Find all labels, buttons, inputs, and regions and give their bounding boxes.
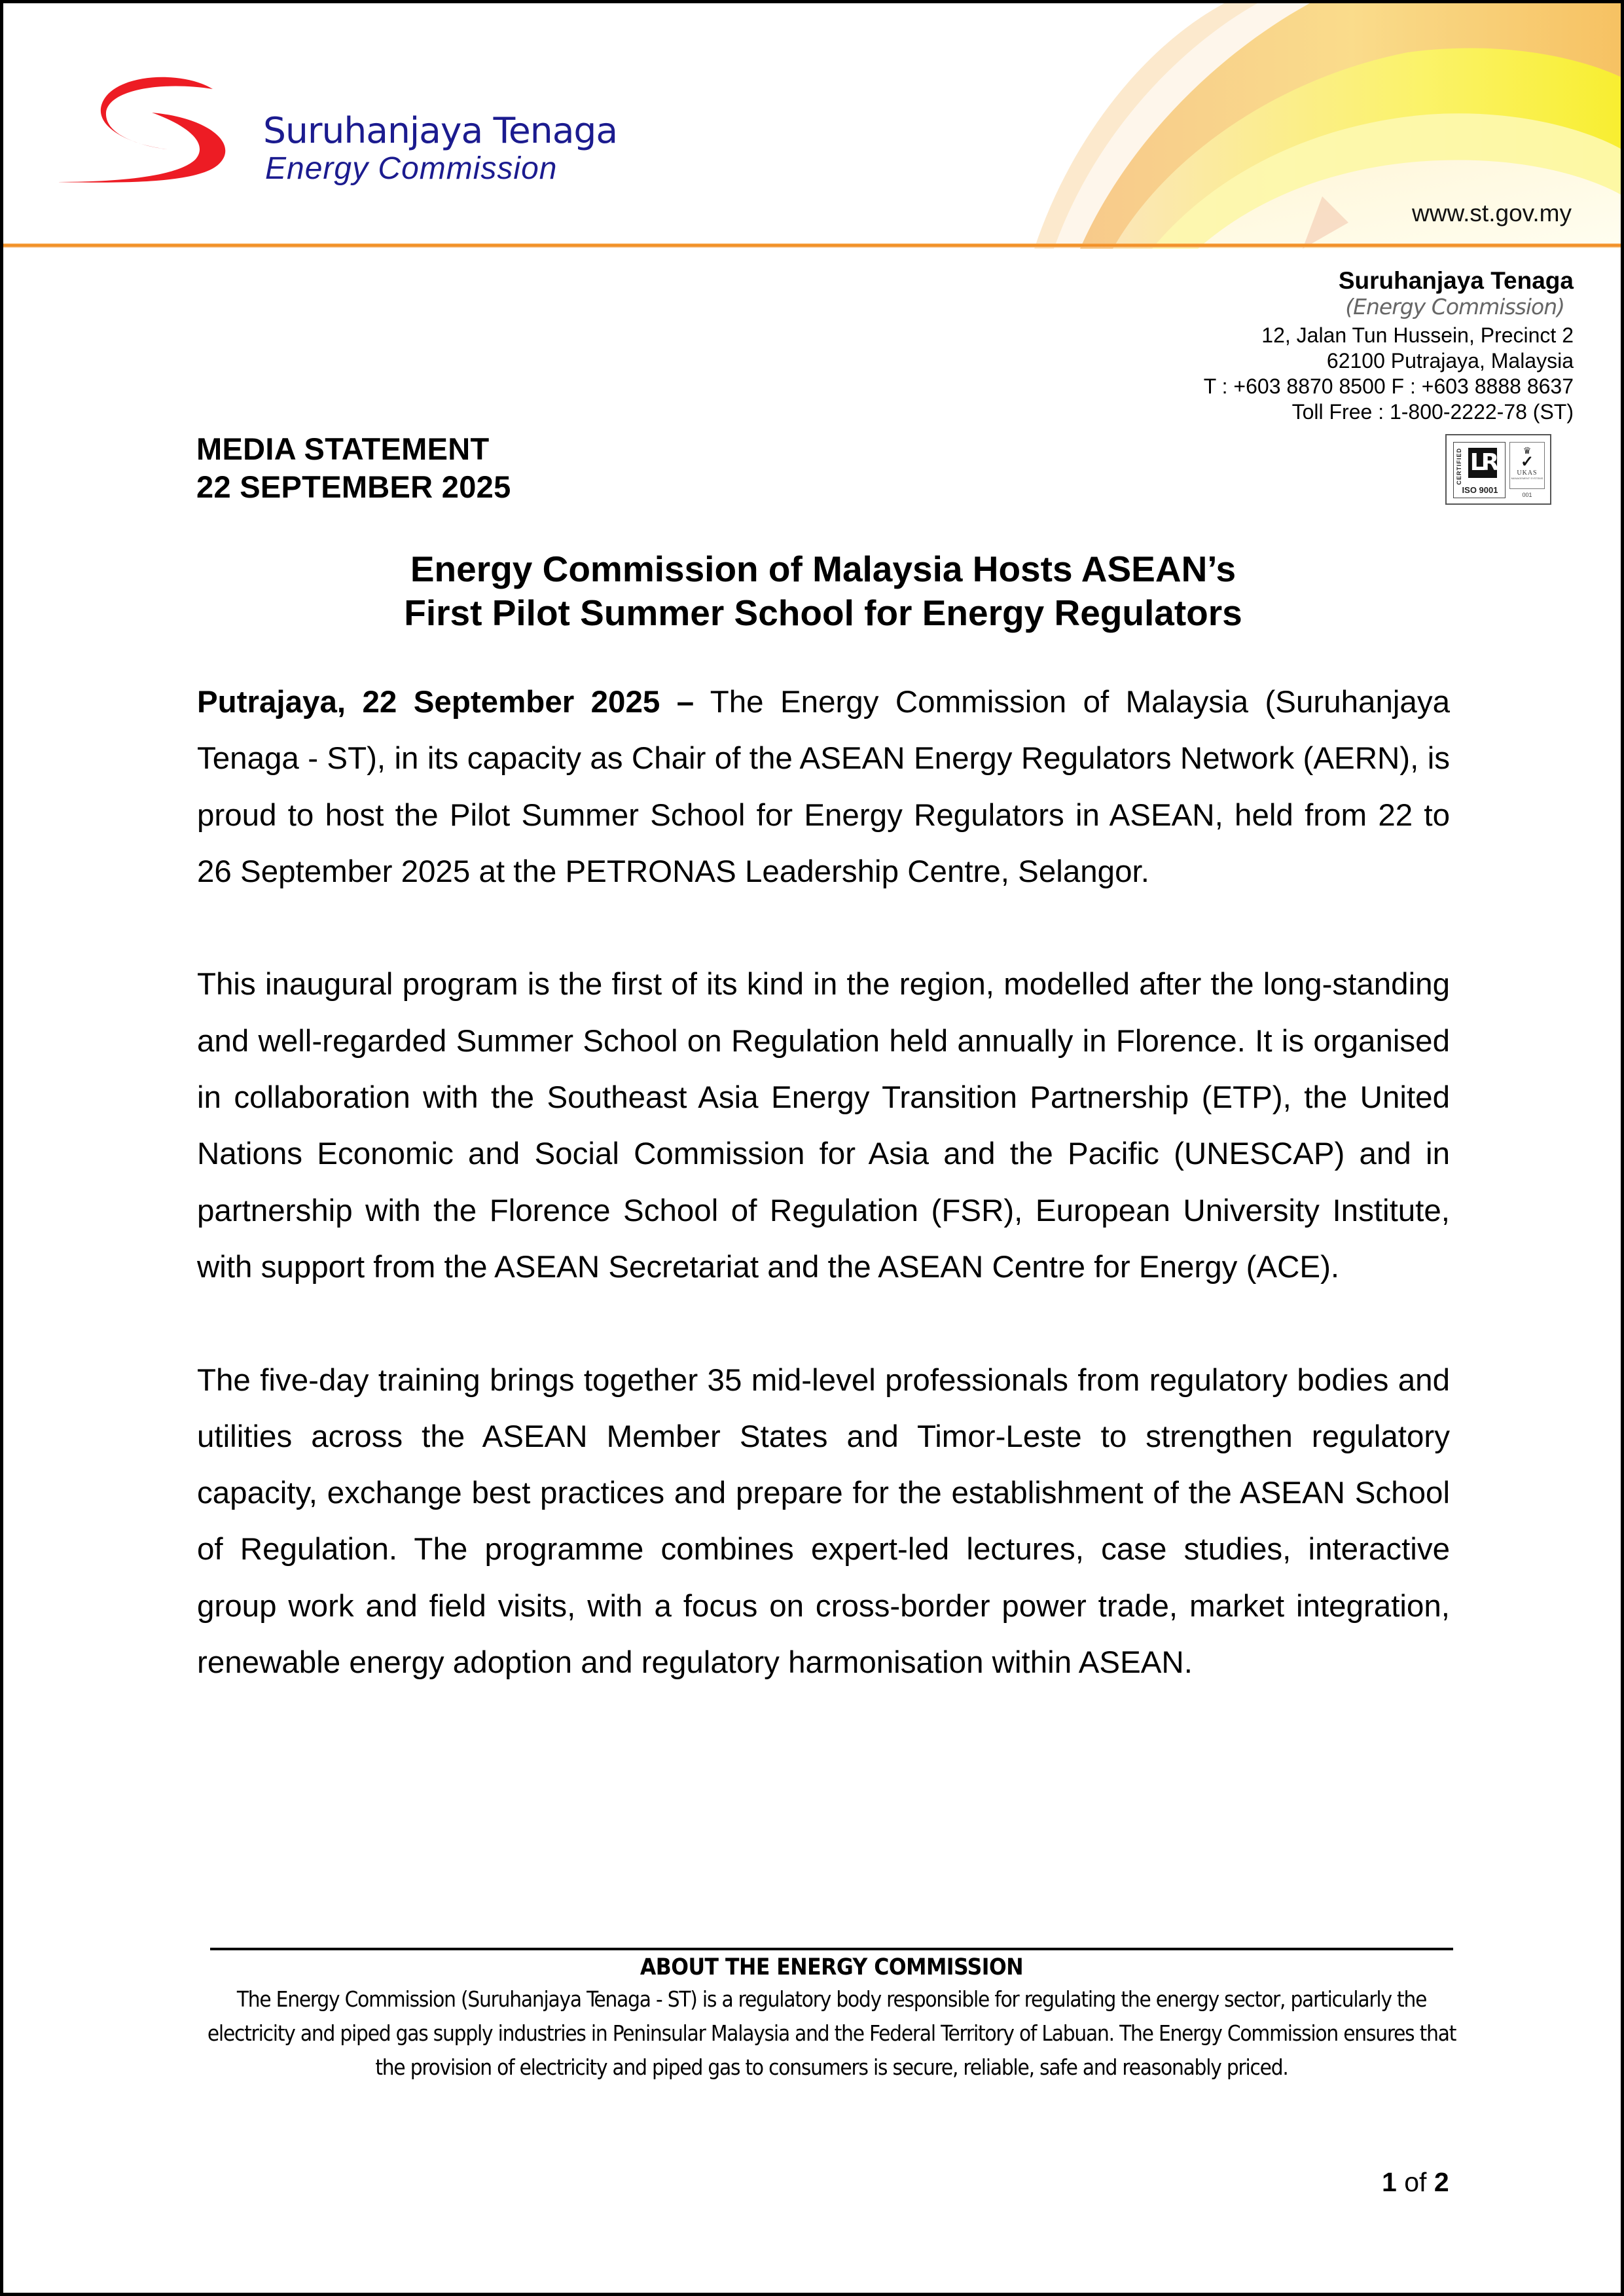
iso-standard-label: ISO 9001 xyxy=(1462,485,1498,495)
address-toll-free: Toll Free : 1-800-2222-78 (ST) xyxy=(1291,400,1574,424)
energy-commission-logo xyxy=(59,72,674,196)
address-organisation-en: (Energy Commission) xyxy=(1345,294,1564,319)
press-release-title xyxy=(196,547,1450,635)
ukas-mark xyxy=(1509,442,1545,489)
logo-swirl-icon xyxy=(59,72,295,190)
about-section xyxy=(196,1952,1467,2085)
dateline: Putrajaya, 22 September 2025 – xyxy=(197,685,695,720)
ukas-sub-label: MANAGEMENT SYSTEMS xyxy=(1511,477,1543,480)
address-phone-fax: T : +603 8870 8500 F : +603 8888 8637 xyxy=(1203,374,1574,398)
about-title: ABOUT THE ENERGY COMMISSION xyxy=(640,1954,1024,1980)
page-number xyxy=(1382,2167,1449,2198)
address-line: 62100 Putrajaya, Malaysia xyxy=(1326,349,1574,373)
ukas-number: 001 xyxy=(1522,492,1532,498)
media-statement-heading xyxy=(196,430,511,506)
lr-logo-icon: LR xyxy=(1468,448,1497,478)
iso-certification-badge xyxy=(1445,434,1551,505)
paragraph-text: The Energy Commission of Malaysia (Suruhanjaya Tenaga - ST), in its capacity as Chair of the ASEAN Energy Regulators Network (AERN), is proud to host the Pilot Summer School for Energy Regulators in ASEAN, held from 22 to 26 September 2025 at the PETRONAS Leadership Centre, Selangor. xyxy=(197,685,1450,889)
website-link[interactable]: www.st.gov.my xyxy=(1412,200,1572,227)
body-paragraph: The five-day training brings together 35 mid-level professionals from regulatory bodies and utilities across the ASEAN Member States and Timor-Leste to strengthen regulatory capacity, exchange best practices and prepare for the establishment of the ASEAN School of Regulation. The programme combines expert-led lectures, case studies, interactive group work and field visits, with a focus on cross-border power trade, market integration, renewable energy adoption and regulatory harmonisation within ASEAN. xyxy=(197,1362,1450,1681)
current-page: 1 xyxy=(1382,2167,1397,2197)
page-separator: of xyxy=(1404,2167,1427,2197)
body-paragraph: This inaugural program is the first of its kind in the region, modelled after the long-standing and well-regarded Summer School on Regulation held annually in Florence. It is organised in collaboration with the Southeast Asia Energy Transition Partnership (ETP), the United Nations Economic and Social Commission for Asia and the Pacific (UNESCAP) and in partnership with the Florence School of Regulation (FSR), European University Institute, with support from the ASEAN Secretariat and the ASEAN Centre for Energy (ACE). xyxy=(197,967,1450,1285)
title-line-2: First Pilot Summer School for Energy Regulators xyxy=(404,592,1242,633)
crown-icon: ♛ xyxy=(1523,445,1532,456)
address-line: 12, Jalan Tun Hussein, Precinct 2 xyxy=(1261,323,1574,347)
body-paragraph xyxy=(197,674,1450,900)
statement-date: 22 SEPTEMBER 2025 xyxy=(196,469,511,504)
letterhead-header xyxy=(0,0,1624,249)
checkmark-icon: ✓ xyxy=(1520,453,1534,471)
logo-subtitle: Energy Commission xyxy=(265,151,558,186)
certified-label: CERTIFIED xyxy=(1456,448,1462,485)
header-divider xyxy=(0,244,1624,247)
statement-type: MEDIA STATEMENT xyxy=(196,431,490,466)
title-line-1: Energy Commission of Malaysia Hosts ASEAN’s xyxy=(410,549,1236,589)
lr-iso-9001-mark xyxy=(1453,442,1506,498)
address-organisation: Suruhanjaya Tenaga xyxy=(1338,267,1574,294)
address-block xyxy=(1050,266,1574,425)
about-divider xyxy=(210,1948,1453,1950)
press-release-body xyxy=(197,674,1450,1748)
total-pages: 2 xyxy=(1434,2167,1449,2197)
ukas-label: UKAS xyxy=(1517,469,1538,477)
about-text: The Energy Commission (Suruhanjaya Tenaga - ST) is a regulatory body responsible for regulating the energy sector, particularly the electricity and piped gas supply industries in Peninsular Malaysia and the Federal Territory of Labuan. The Energy Commission ensures that the provision of electricity and piped gas to consumers is secure, reliable, safe and reasonably priced. xyxy=(207,1986,1456,2080)
logo-name: Suruhanjaya Tenaga xyxy=(263,110,618,151)
